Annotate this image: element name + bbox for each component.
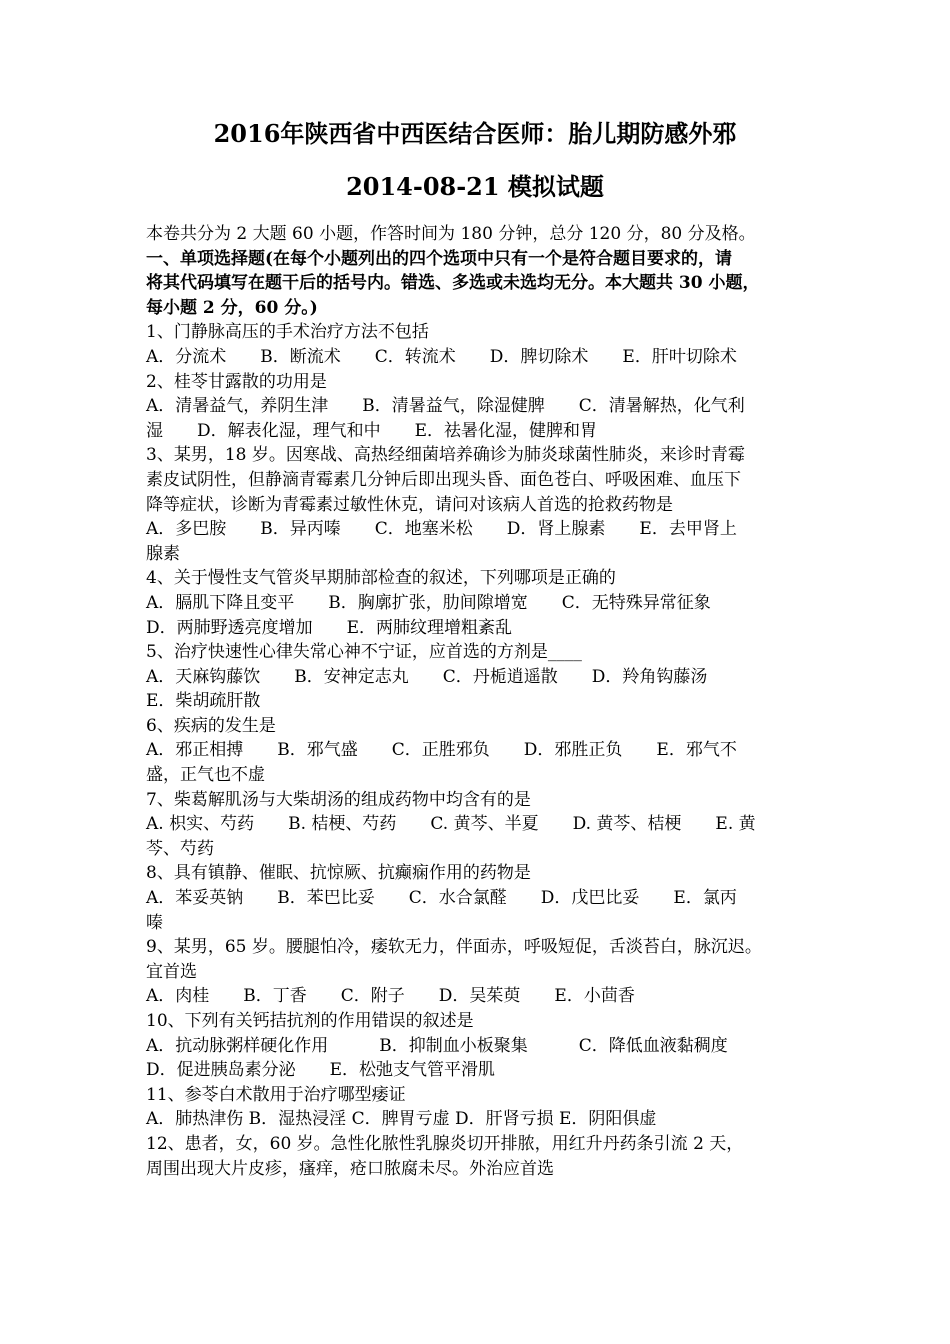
question-stem: 素皮试阴性，但静滴青霉素几分钟后即出现头昏、面色苍白、呼吸困难、血压下 [146,469,741,490]
question-options: A．多巴胺 B．异丙嗪 C．地塞米松 D．肾上腺素 E．去甲肾上 [146,519,737,540]
question-options: A．苯妥英钠 B．苯巴比妥 C．水合氯醛 D．戊巴比妥 E．氯丙 [146,888,737,909]
question-options: A．天麻钩藤饮 B．安神定志丸 C．丹栀逍遥散 D．羚角钩藤汤 [146,666,708,687]
question-stem: 降等症状，诊断为青霉素过敏性休克，请问对该病人首选的抢救药物是 [146,494,673,515]
question-options: 湿 D．解表化湿，理气和中 E．祛暑化湿，健脾和胃 [146,420,598,441]
question-options: E．柴胡疏肝散 [146,691,261,712]
document-title-line-2: 2014-08-21 模拟试题 [346,172,604,201]
question-stem: 11、参苓白术散用于治疗哪型痿证 [146,1084,406,1105]
question-stem: 9、某男，65 岁。腰腿怕冷，痿软无力，伴面赤，呼吸短促，舌淡苔白，脉沉迟。 [146,937,762,958]
question-item [146,1132,812,1181]
question-stem: 1、门静脉高压的手术治疗方法不包括 [146,322,429,343]
question-stem: 周围出现大片皮疹，瘙痒，疮口脓腐未尽。外治应首选 [146,1158,554,1179]
question-stem: 3、某男，18 岁。因寒战、高热经细菌培养确诊为肺炎球菌性肺炎，来诊时青霉 [146,445,745,466]
question-options: 盛，正气也不虚 [146,765,265,786]
question-options: A．膈肌下降且变平 B．胸廓扩张，肋间隙增宽 C．无特殊异常征象 [146,592,711,613]
section-heading-line: 将其代码填写在题干后的括号内。错选、多选或未选均无分。本大题共 30 小题， [146,273,760,294]
section-heading-line: 一、单项选择题(在每个小题列出的四个选项中只有一个是符合题目要求的，请 [146,248,733,269]
document-title-line-1: 2016年陕西省中西医结合医师：胎儿期防感外邪 [213,119,737,148]
question-options: 嗪 [146,912,163,933]
question-item [146,320,812,369]
question-item [146,443,812,566]
question-options: 芩、芍药 [146,838,214,859]
question-stem: 6、疾病的发生是 [146,715,276,736]
question-item [146,1083,812,1132]
question-options: A．分流术 B．断流术 C．转流术 D．脾切除术 E．肝叶切除术 [146,346,737,367]
question-options: A. 枳实、芍药 B. 桔梗、芍药 C. 黄芩、半夏 D. 黄芩、桔梗 E. 黄 [146,814,756,835]
question-stem: 8、具有镇静、催眠、抗惊厥、抗癫痫作用的药物是 [146,863,531,884]
question-stem: 宜首选 [146,961,197,982]
question-options: D．促进胰岛素分泌 E．松弛支气管平滑肌 [146,1060,496,1081]
question-list [146,320,812,1181]
question-options: A．邪正相搏 B．邪气盛 C．正胜邪负 D．邪胜正负 E．邪气不 [146,740,737,761]
question-options: A．肉桂 B．丁香 C．附子 D．吴茱萸 E．小茴香 [146,986,635,1007]
question-item [146,861,812,935]
question-item [146,935,812,1009]
question-item [146,1009,812,1083]
question-options: A．清暑益气，养阴生津 B．清暑益气，除湿健脾 C．清暑解热，化气利 [146,396,745,417]
question-stem: 4、关于慢性支气管炎早期肺部检查的叙述，下列哪项是正确的 [146,568,616,589]
question-options: D．两肺野透亮度增加 E．两肺纹理增粗紊乱 [146,617,513,638]
question-stem: 10、下列有关钙拮抗剂的作用错误的叙述是 [146,1011,474,1031]
section-heading-line: 每小题 2 分，60 分。) [146,297,318,318]
document-body [146,222,812,1181]
question-options: 腺素 [146,543,180,564]
question-item [146,640,812,714]
question-item [146,566,812,640]
question-item [146,788,812,862]
question-options: A．抗动脉粥样硬化作用 B．抑制血小板聚集 C．降低血液黏稠度 [146,1035,728,1056]
exam-intro: 本卷共分为 2 大题 60 小题，作答时间为 180 分钟，总分 120 分，80 分及格。 [146,224,756,244]
question-stem: 2、桂苓甘露散的功用是 [146,371,327,392]
question-stem: 7、柴葛解肌汤与大柴胡汤的组成药物中均含有的是 [146,789,531,810]
question-item [146,370,812,444]
question-options: A．肺热津伤 B．湿热浸淫 C．脾胃亏虚 D．肝肾亏损 E．阴阳俱虚 [146,1109,657,1130]
question-stem: 12、患者，女，60 岁。急性化脓性乳腺炎切开排脓，用红升丹药条引流 2 天， [146,1133,744,1154]
question-item [146,714,812,788]
question-stem: 5、治疗快速性心律失常心神不宁证，应首选的方剂是____ [146,642,582,663]
